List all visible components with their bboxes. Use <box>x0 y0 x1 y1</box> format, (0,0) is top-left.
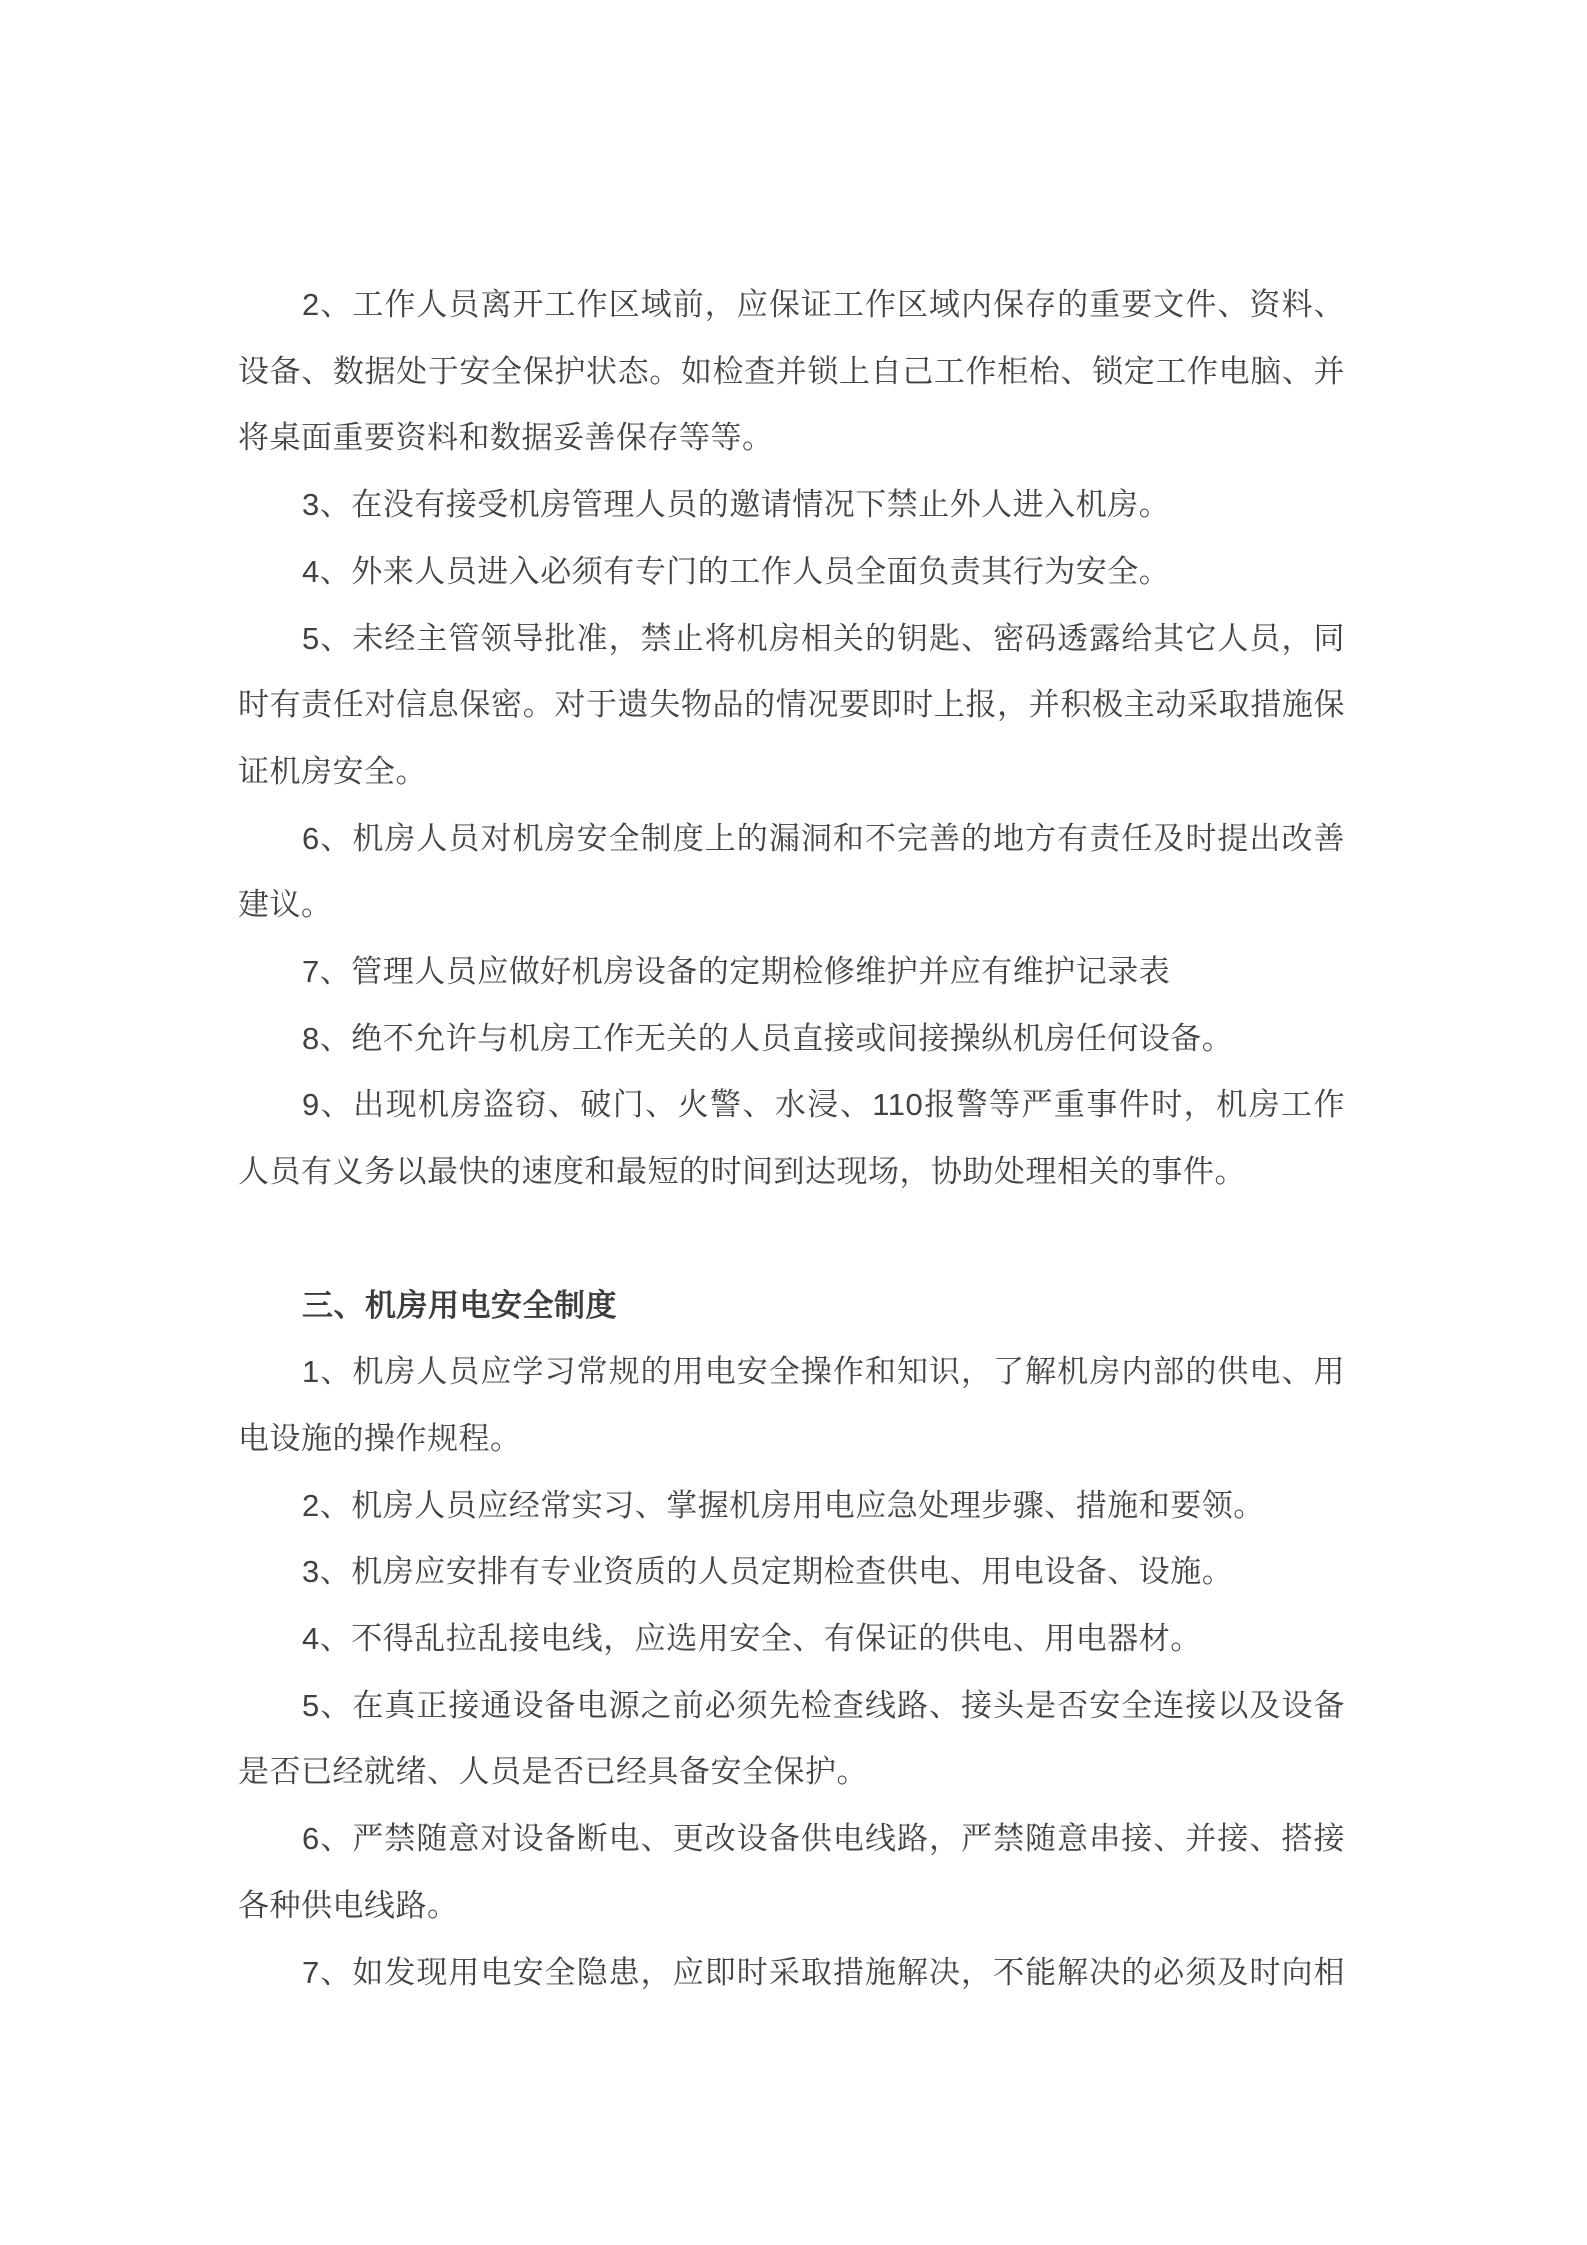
paragraph-line: 证机房安全。 <box>238 753 427 789</box>
document-text-block <box>238 272 1345 2006</box>
paragraph-line: 3、在没有接受机房管理人员的邀请情况下禁止外人进入机房。 <box>302 487 1171 523</box>
paragraph-line: 7、如发现用电安全隐患，应即时采取措施解决，不能解决的必须及时向相 <box>302 1954 1345 1990</box>
paragraph-line: 9、出现机房盗窃、破门、火警、水浸、110报警等严重事件时，机房工作 <box>302 1087 1345 1123</box>
paragraph-line: 6、严禁随意对设备断电、更改设备供电线路，严禁随意串接、并接、搭接 <box>302 1821 1345 1857</box>
paragraph-line: 时有责任对信息保密。对于遗失物品的情况要即时上报，并积极主动采取措施保 <box>238 687 1345 723</box>
paragraph-line: 电设施的操作规程。 <box>238 1420 522 1456</box>
paragraph-line: 4、外来人员进入必须有专门的工作人员全面负责其行为安全。 <box>302 553 1171 589</box>
paragraph-line: 建议。 <box>238 887 333 923</box>
paragraph-line: 各种供电线路。 <box>238 1887 459 1923</box>
paragraph-line: 是否已经就绪、人员是否已经具备安全保护。 <box>238 1754 868 1790</box>
paragraph-line: 8、绝不允许与机房工作无关的人员直接或间接操纵机房任何设备。 <box>302 1020 1234 1056</box>
paragraph-line: 人员有义务以最快的速度和最短的时间到达现场，协助处理相关的事件。 <box>238 1154 1246 1190</box>
paragraph-line: 3、机房应安排有专业资质的人员定期检查供电、用电设备、设施。 <box>302 1554 1234 1590</box>
paragraph-line: 将桌面重要资料和数据妥善保存等等。 <box>238 420 774 456</box>
paragraph-line: 7、管理人员应做好机房设备的定期检修维护并应有维护记录表 <box>302 954 1171 990</box>
blank-line <box>238 1206 1345 1273</box>
paragraph-line: 6、机房人员对机房安全制度上的漏洞和不完善的地方有责任及时提出改善 <box>302 820 1345 856</box>
section-heading: 三、机房用电安全制度 <box>302 1287 617 1323</box>
paragraph-line: 1、机房人员应学习常规的用电安全操作和知识，了解机房内部的供电、用 <box>302 1354 1345 1390</box>
paragraph-line: 5、未经主管领导批准，禁止将机房相关的钥匙、密码透露给其它人员，同 <box>302 620 1345 656</box>
paragraph-line: 2、工作人员离开工作区域前，应保证工作区域内保存的重要文件、资料、 <box>302 287 1345 322</box>
paragraph-line: 5、在真正接通设备电源之前必须先检查线路、接头是否安全连接以及设备 <box>302 1687 1345 1723</box>
paragraph-line: 2、机房人员应经常实习、掌握机房用电应急处理步骤、措施和要领。 <box>302 1487 1265 1523</box>
paragraph-line: 设备、数据处于安全保护状态。如检查并锁上自己工作柜枱、锁定工作电脑、并 <box>238 353 1345 389</box>
paragraph-line: 4、不得乱拉乱接电线，应选用安全、有保证的供电、用电器材。 <box>302 1621 1202 1657</box>
